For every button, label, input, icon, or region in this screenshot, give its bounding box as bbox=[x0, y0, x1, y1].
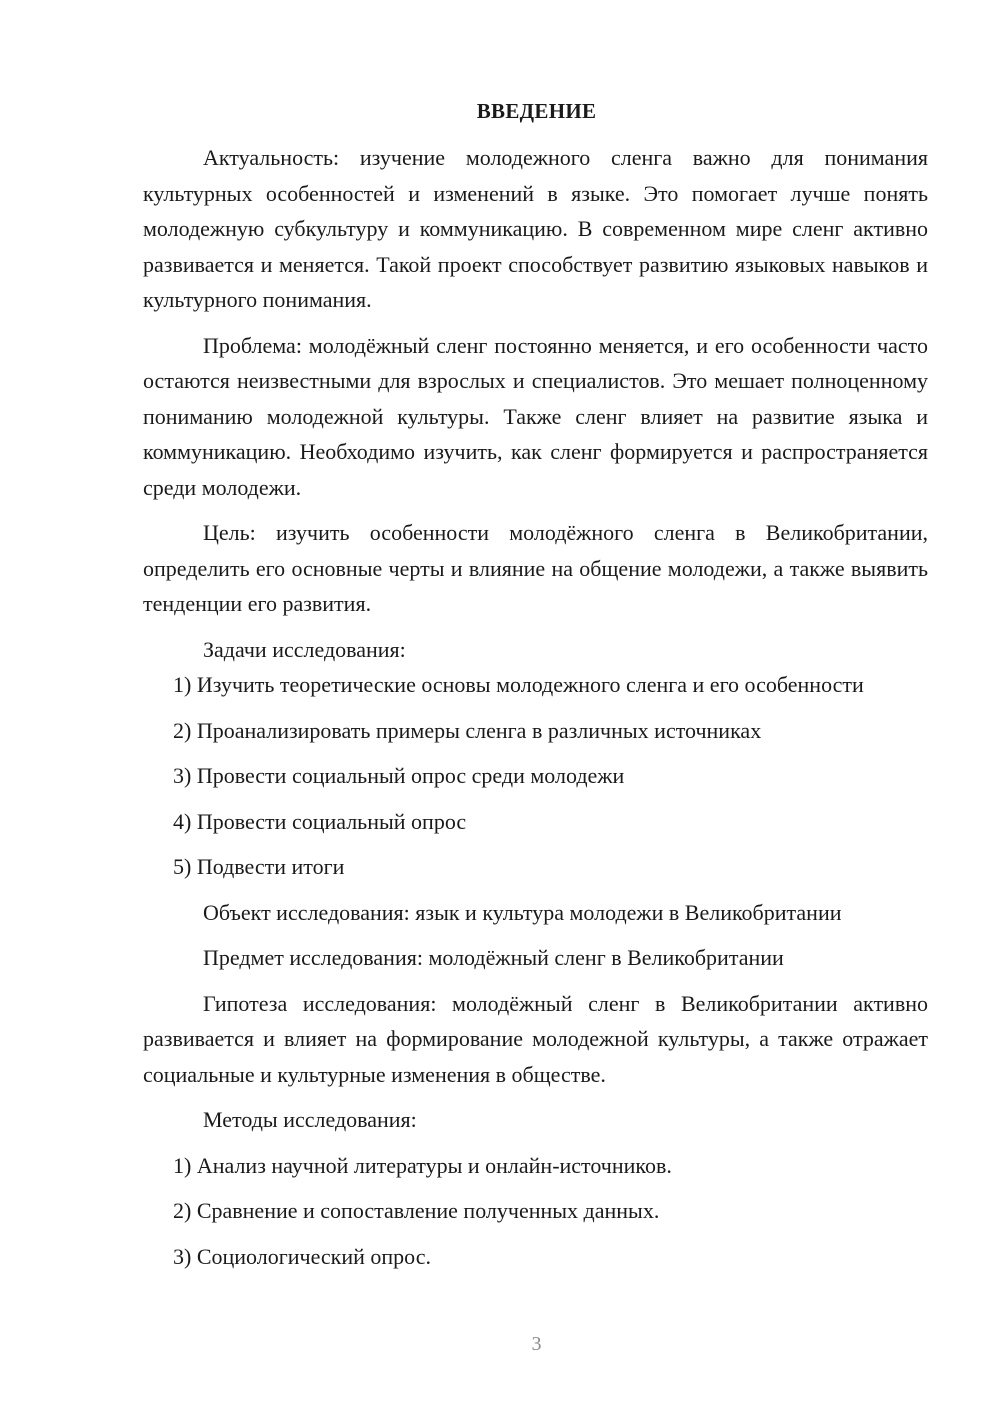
goal-paragraph: Цель: изучить особенности молодёжного сленга в Великобритании, определить его основные черты и влияние на общение молодежи, а также выявить тенденции его развития. bbox=[143, 520, 928, 616]
method-item-1: 1) Анализ научной литературы и онлайн-источников. bbox=[173, 1152, 672, 1178]
method-item-3: 3) Социологический опрос. bbox=[173, 1243, 431, 1269]
object-paragraph: Объект исследования: язык и культура молодежи в Великобритании bbox=[203, 899, 842, 925]
task-item-4: 4) Провести социальный опрос bbox=[173, 808, 467, 834]
task-item-1: 1) Изучить теоретические основы молодежного сленга и его особенности bbox=[173, 672, 864, 697]
subject-paragraph: Предмет исследования: молодёжный сленг в Великобритании bbox=[203, 945, 784, 970]
page-number: 3 bbox=[531, 1333, 542, 1355]
relevance-paragraph: Актуальность: изучение молодежного сленга важно для понимания культурных особенностей и изменений в языке. Это помогает лучше понять молодежную субкультуру и коммуникацию. В современном мире сленг активно развивается и меняется. Такой проект способствует развитию языковых навыков и культурного понимания. bbox=[143, 145, 928, 312]
tasks-heading: Задачи исследования: bbox=[203, 636, 406, 662]
task-item-2: 2) Проанализировать примеры сленга в различных источниках bbox=[173, 717, 762, 743]
task-item-3: 3) Провести социальный опрос среди молодежи bbox=[173, 763, 625, 788]
page-body bbox=[143, 140, 928, 1274]
methods-heading: Методы исследования: bbox=[203, 1107, 417, 1132]
hypothesis-paragraph: Гипотеза исследования: молодёжный сленг в Великобритании активно развивается и влияет на формирование молодежной культуры, а также отражает социальные и культурные изменения в обществе. bbox=[143, 990, 928, 1087]
problem-paragraph: Проблема: молодёжный сленг постоянно меняется, и его особенности часто остаются неизвестными для взрослых и специалистов. Это мешает полноценному пониманию молодежной культуры. Также сленг влияет на развитие языка и коммуникацию. Необходимо изучить, как сленг формируется и распространяется среди молодежи. bbox=[143, 332, 928, 500]
method-item-2: 2) Сравнение и сопоставление полученных данных. bbox=[173, 1198, 660, 1223]
task-item-5: 5) Подвести итоги bbox=[173, 854, 345, 879]
page-title: ВВЕДЕНИЕ bbox=[476, 99, 597, 123]
